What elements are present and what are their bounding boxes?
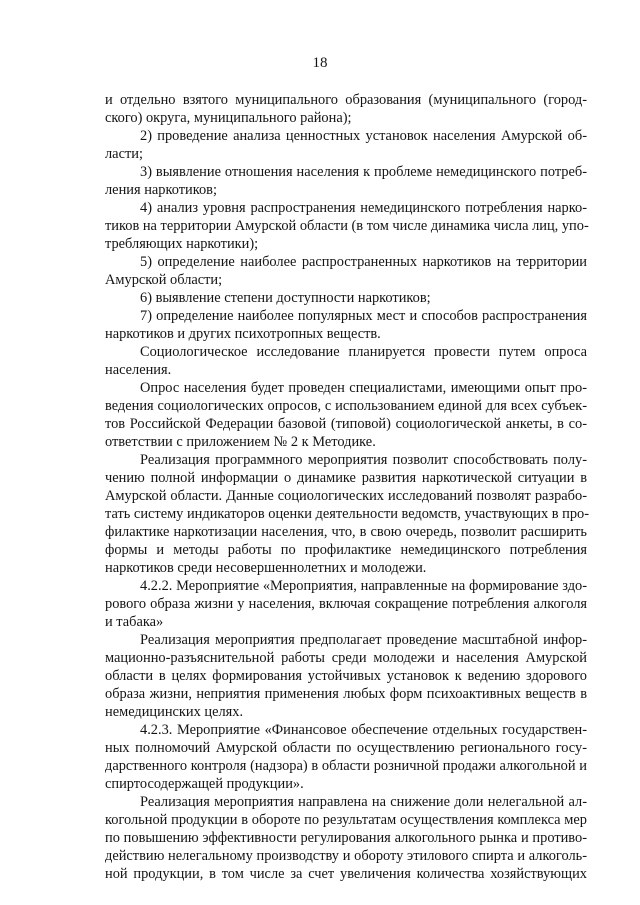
section-heading-line: и табака» <box>105 614 164 630</box>
text-line: филактике наркотизации населения, что, в свою очередь, позволит расширить <box>105 524 587 540</box>
text-line: ведения социологических опросов, с использованием единой для всех субъек- <box>105 398 587 414</box>
text-line: области в целях формирования устойчивых установок к ведению здорового <box>105 668 587 684</box>
section-heading-line: 4.2.2. Мероприятие «Мероприятия, направленные на формирование здо- <box>140 578 587 594</box>
text-line: Реализация мероприятия предполагает проведение масштабной инфор- <box>140 632 587 648</box>
text-line: 7) определение наиболее популярных мест и способов распространения <box>140 308 587 324</box>
text-line: ответствии с приложением № 2 к Методике. <box>105 434 376 450</box>
page-number: 18 <box>312 55 328 71</box>
text-line: наркотиков и других психотропных веществ. <box>105 326 381 342</box>
section-heading-line: ных полномочий Амурской области по осуществлению регионального госу- <box>105 740 587 756</box>
text-line: Реализация программного мероприятия позволит способствовать полу- <box>140 452 587 468</box>
text-line: формы и методы работы по профилактике немедицинского потребления <box>105 542 587 558</box>
text-line: требляющих наркотики); <box>105 236 259 252</box>
section-heading-line: дарственного контроля (надзора) в области розничной продажи алкогольной и <box>105 758 587 774</box>
text-line: немедицинских целях. <box>105 704 244 720</box>
section-heading-line: спиртосодержащей продукции». <box>105 776 304 792</box>
text-line: тать систему индикаторов оценки деятельности ведомств, участвующих в про- <box>105 506 590 522</box>
text-line: тов Российской Федерации базовой (типовой) социологической анкеты, в со- <box>105 416 587 432</box>
text-line: ной продукции, в том числе за счет увеличения количества хозяйствующих <box>105 866 587 882</box>
text-line: 4) анализ уровня распространения немедицинского потребления нарко- <box>140 200 587 216</box>
text-line: Амурской области; <box>105 272 223 288</box>
text-line: Социологическое исследование планируется провести путем опроса <box>140 344 587 360</box>
text-line: ского) округа, муниципального района); <box>105 110 352 126</box>
text-line: образа жизни, неприятия применения любых форм психоактивных веществ в <box>105 686 587 702</box>
text-line: мационно-разъяснительной работы среди молодежи и населения Амурской <box>105 650 587 666</box>
text-line: 5) определение наиболее распространенных наркотиков на территории <box>140 254 587 270</box>
text-line: и отдельно взятого муниципального образования (муниципального (город- <box>105 92 587 108</box>
text-line: ления наркотиков; <box>105 182 217 198</box>
text-line: 2) проведение анализа ценностных установок населения Амурской об- <box>140 128 587 144</box>
text-line: Амурской области. Данные социологических исследований позволят разрабо- <box>105 488 587 504</box>
text-line: чению полной информации о динамике развития наркотической ситуации в <box>105 470 587 486</box>
text-line: по повышению эффективности регулирования алкогольного рынка и противо- <box>105 830 587 846</box>
text-line: тиков на территории Амурской области (в том числе динамика числа лиц, упо- <box>105 218 589 234</box>
text-line: Реализация мероприятия направлена на снижение доли нелегальной ал- <box>140 794 587 810</box>
section-heading-line: рового образа жизни у населения, включая сокращение потребления алкоголя <box>105 596 587 612</box>
text-line: наркотиков среди несовершеннолетних и молодежи. <box>105 560 427 576</box>
text-line: Опрос населения будет проведен специалистами, имеющими опыт про- <box>140 380 587 396</box>
text-line: 3) выявление отношения населения к проблеме немедицинского потреб- <box>140 164 587 180</box>
text-line: действию нелегальному производству и обороту этилового спирта и алкоголь- <box>105 848 587 864</box>
text-line: когольной продукции в обороте по результатам осуществления комплекса мер <box>105 812 587 828</box>
text-line: 6) выявление степени доступности наркотиков; <box>140 290 431 306</box>
section-heading-line: 4.2.3. Мероприятие «Финансовое обеспечение отдельных государствен- <box>140 722 587 738</box>
text-line: ласти; <box>105 146 143 162</box>
text-line: населения. <box>105 362 172 378</box>
